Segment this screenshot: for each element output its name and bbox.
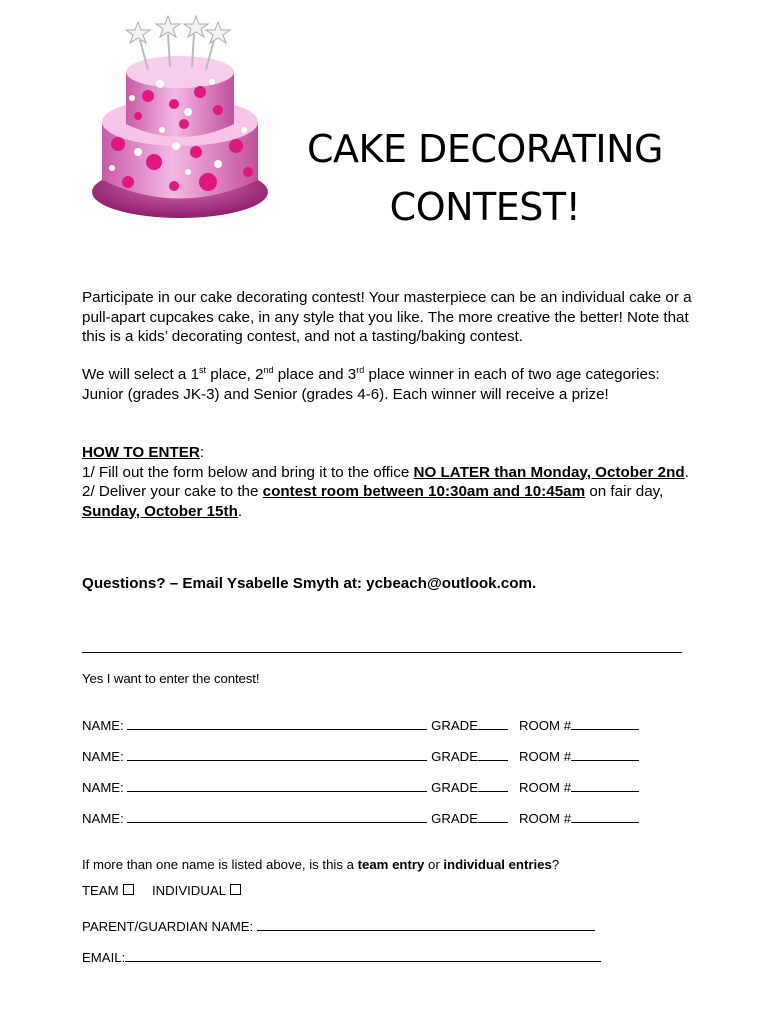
name-field[interactable]: [127, 810, 427, 823]
step-2: 2/ Deliver your cake to the contest room between 10:30am and 10:45am on fair day, Sunday, October 15th.: [82, 483, 664, 520]
name-row: NAME: GRADE ROOM #: [82, 779, 639, 796]
intro-paragraph: Participate in our cake decorating contest! Your masterpiece can be an individual cake or a pull-apart cupcakes cake, in any style that you like. The more creative the better! Note that this is a kids’ decorating contest, and not a tasting/baking contest.: [82, 289, 692, 345]
contest-title-line1: CAKE DECORATING: [307, 127, 663, 171]
name-field[interactable]: [127, 717, 427, 730]
room-field[interactable]: [571, 810, 639, 823]
individual-checkbox[interactable]: [230, 884, 241, 895]
cake-illustration: [88, 12, 278, 222]
form-intro: Yes I want to enter the contest!: [82, 671, 260, 686]
email-field[interactable]: [125, 949, 601, 962]
grade-field[interactable]: [478, 717, 508, 730]
parent-row: PARENT/GUARDIAN NAME:: [82, 918, 595, 935]
step-1: 1/ Fill out the form below and bring it to the office NO LATER than Monday, October 2nd.: [82, 463, 689, 481]
name-row: NAME: GRADE ROOM #: [82, 717, 639, 734]
name-row: NAME: GRADE ROOM #: [82, 810, 639, 827]
room-field[interactable]: [571, 779, 639, 792]
contest-title-line2: CONTEST!: [389, 185, 581, 229]
name-field[interactable]: [127, 779, 427, 792]
room-field[interactable]: [571, 748, 639, 761]
email-row: EMAIL:: [82, 949, 601, 966]
room-field[interactable]: [571, 717, 639, 730]
how-to-enter-heading: HOW TO ENTER: [82, 444, 200, 461]
grade-field[interactable]: [478, 779, 508, 792]
cut-line: [82, 652, 682, 653]
questions-contact: Questions? – Email Ysabelle Smyth at: ycbeach@outlook.com.: [82, 575, 537, 592]
grade-field[interactable]: [478, 810, 508, 823]
prizes-paragraph: We will select a 1st place, 2nd place and 3rd place winner in each of two age categories: Junior (grades JK-3) and Senior (grades 4-6). Each winner will receive a prize!: [82, 365, 660, 403]
name-row: NAME: GRADE ROOM #: [82, 748, 639, 765]
team-checkbox[interactable]: [123, 884, 134, 895]
grade-field[interactable]: [478, 748, 508, 761]
how-to-enter-section: HOW TO ENTER: 1/ Fill out the form below and bring it to the office NO LATER than Monday, October 2nd. 2/ Deliver your cake to the contest room between 10:30am and 10:45am on fair day, Sunday, October 15th.: [82, 443, 692, 521]
entry-type-options: TEAM INDIVIDUAL: [82, 883, 241, 899]
name-field[interactable]: [127, 748, 427, 761]
entry-type-question: If more than one name is listed above, is this a team entry or individual entries?: [82, 857, 560, 872]
parent-name-field[interactable]: [257, 918, 595, 931]
